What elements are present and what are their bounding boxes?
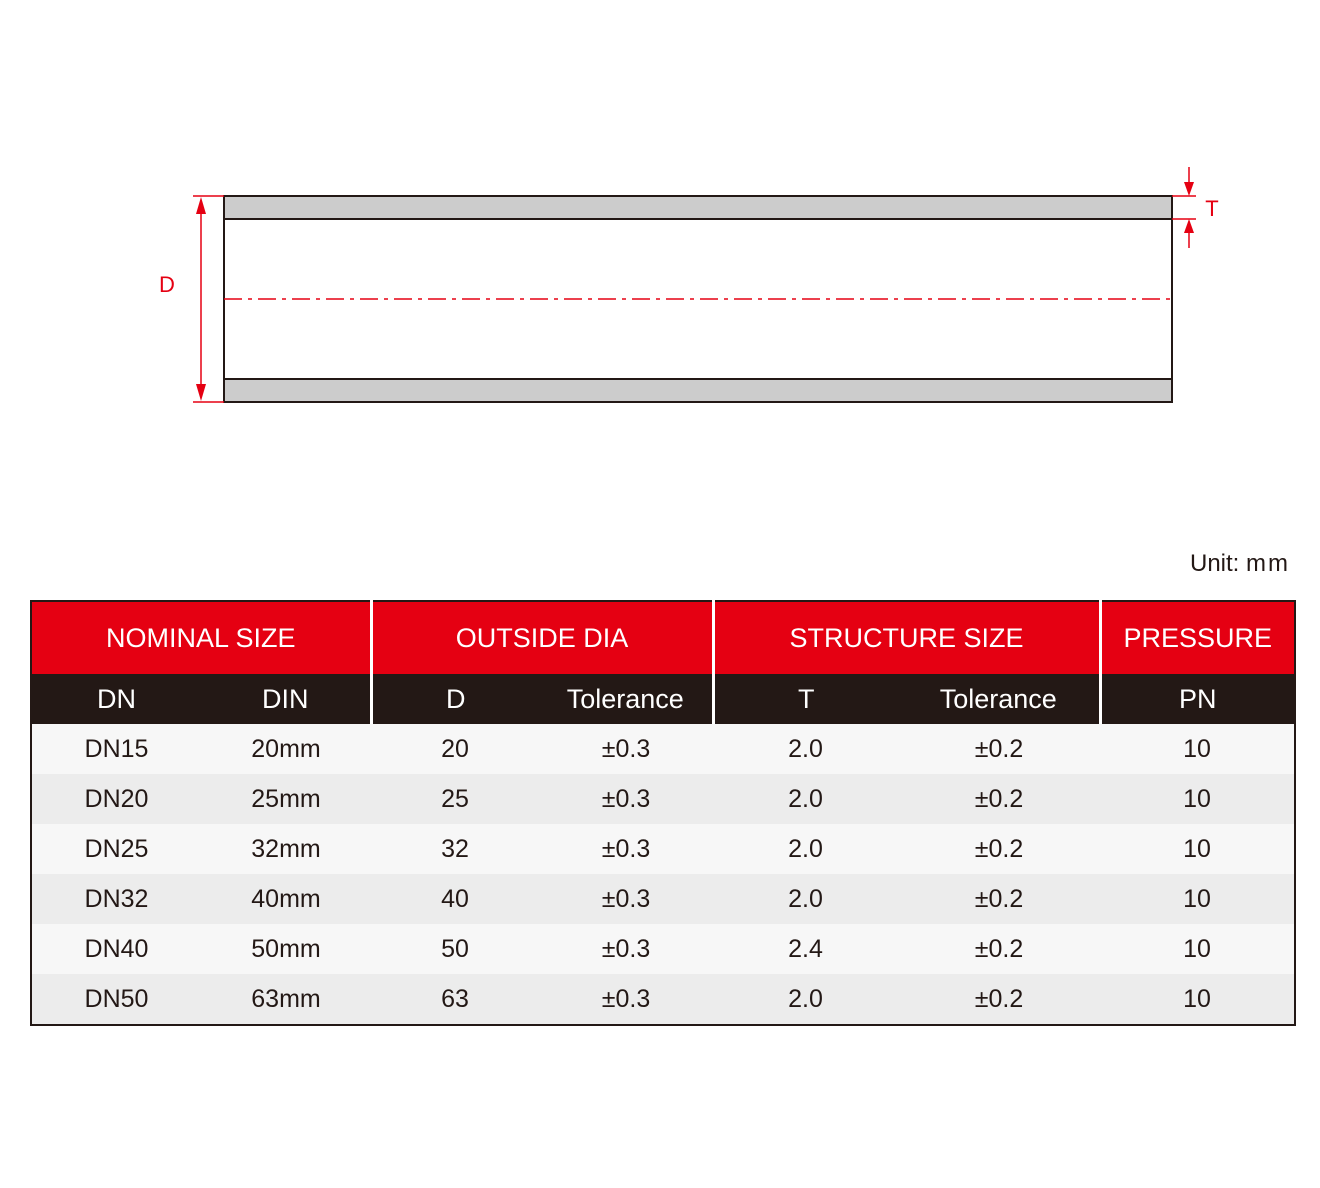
cell-t-tolerance: ±0.2 <box>898 774 1100 824</box>
cell-dn: DN50 <box>31 974 201 1025</box>
cell-d: 63 <box>371 974 539 1025</box>
sub-header-t: T <box>713 674 898 724</box>
pipe-diagram <box>0 0 1320 500</box>
cell-dn: DN40 <box>31 924 201 974</box>
dimension-d-arrow-top <box>196 197 206 214</box>
dimension-d-arrow-bottom <box>196 384 206 401</box>
table-row <box>31 824 1295 874</box>
cell-d-tolerance: ±0.3 <box>539 924 713 974</box>
pipe-wall-top <box>224 196 1172 219</box>
cell-pn: 10 <box>1100 724 1295 774</box>
cell-din: 25mm <box>201 774 371 824</box>
cell-pn: 10 <box>1100 774 1295 824</box>
dimension-t-label: T <box>1205 196 1219 221</box>
cell-dn: DN15 <box>31 724 201 774</box>
sub-header-pn: PN <box>1100 674 1295 724</box>
cell-d-tolerance: ±0.3 <box>539 774 713 824</box>
dimension-d-label: D <box>159 272 175 297</box>
dimension-t-arrow-top <box>1184 182 1194 196</box>
cell-t-tolerance: ±0.2 <box>898 824 1100 874</box>
table-row <box>31 724 1295 774</box>
cell-din: 32mm <box>201 824 371 874</box>
cell-t: 2.0 <box>713 724 898 774</box>
sub-header-t-tolerance: Tolerance <box>898 674 1100 724</box>
cell-t: 2.0 <box>713 874 898 924</box>
cell-d: 32 <box>371 824 539 874</box>
cell-t-tolerance: ±0.2 <box>898 924 1100 974</box>
table-row <box>31 974 1295 1025</box>
group-header-outside-dia: OUTSIDE DIA <box>371 601 713 674</box>
unit-prefix: Unit: <box>1189 550 1240 577</box>
table-row <box>31 874 1295 924</box>
cell-t-tolerance: ±0.2 <box>898 974 1100 1025</box>
group-header-nominal-size: NOMINAL SIZE <box>31 601 371 674</box>
spec-table <box>30 600 1296 1026</box>
unit-value: mm <box>1246 550 1290 577</box>
sub-header-row <box>31 674 1295 724</box>
cell-d-tolerance: ±0.3 <box>539 974 713 1025</box>
pipe-wall-bottom <box>224 379 1172 402</box>
cell-d: 20 <box>371 724 539 774</box>
sub-header-d: D <box>371 674 539 724</box>
group-header-pressure: PRESSURE <box>1100 601 1295 674</box>
cell-din: 63mm <box>201 974 371 1025</box>
table-row <box>31 774 1295 824</box>
cell-pn: 10 <box>1100 824 1295 874</box>
cell-pn: 10 <box>1100 874 1295 924</box>
cell-t: 2.0 <box>713 824 898 874</box>
cell-dn: DN25 <box>31 824 201 874</box>
cell-din: 40mm <box>201 874 371 924</box>
cell-t: 2.0 <box>713 774 898 824</box>
cell-d: 50 <box>371 924 539 974</box>
group-header-structure-size: STRUCTURE SIZE <box>713 601 1100 674</box>
cell-din: 50mm <box>201 924 371 974</box>
group-header-row <box>31 601 1295 674</box>
cell-t-tolerance: ±0.2 <box>898 874 1100 924</box>
cell-t: 2.4 <box>713 924 898 974</box>
cell-t-tolerance: ±0.2 <box>898 724 1100 774</box>
cell-din: 20mm <box>201 724 371 774</box>
cell-d-tolerance: ±0.3 <box>539 724 713 774</box>
cell-dn: DN32 <box>31 874 201 924</box>
cell-d: 40 <box>371 874 539 924</box>
cell-d-tolerance: ±0.3 <box>539 874 713 924</box>
table-row <box>31 924 1295 974</box>
sub-header-d-tolerance: Tolerance <box>539 674 713 724</box>
sub-header-din: DIN <box>201 674 371 724</box>
cell-dn: DN20 <box>31 774 201 824</box>
cell-d-tolerance: ±0.3 <box>539 824 713 874</box>
unit-label <box>1190 550 1290 578</box>
cell-d: 25 <box>371 774 539 824</box>
sub-header-dn: DN <box>31 674 201 724</box>
cell-t: 2.0 <box>713 974 898 1025</box>
cell-pn: 10 <box>1100 974 1295 1025</box>
dimension-t-arrow-bottom <box>1184 219 1194 233</box>
cell-pn: 10 <box>1100 924 1295 974</box>
